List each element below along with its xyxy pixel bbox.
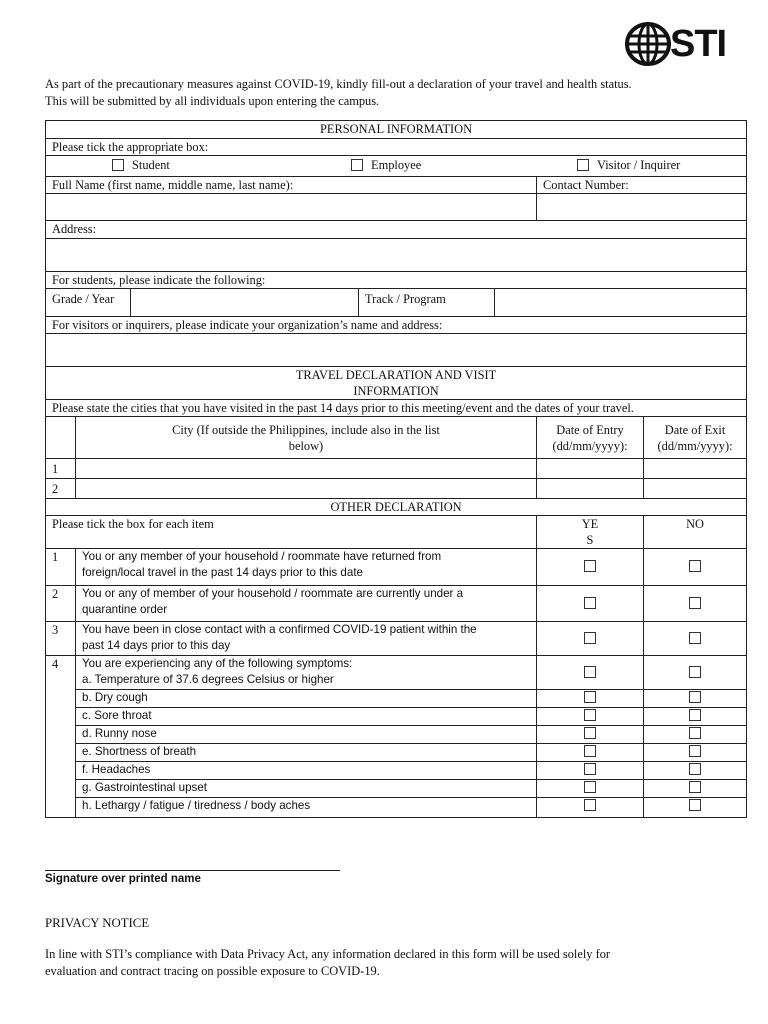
yes-checkbox[interactable] (537, 708, 644, 726)
other-declaration-heading: OTHER DECLARATION (46, 499, 747, 516)
privacy-line-2: evaluation and contract tracing on possible exposure to COVID-19. (45, 964, 380, 978)
yes-checkbox[interactable] (537, 726, 644, 744)
organization-field[interactable] (46, 334, 747, 367)
city-header-line-2: below) (288, 438, 324, 453)
grade-year-field[interactable] (131, 289, 359, 317)
declaration-form (45, 120, 747, 818)
role-options (46, 156, 747, 177)
checkbox-icon (584, 745, 596, 757)
declaration-number: 2 (46, 586, 76, 622)
logo-text: STI (670, 22, 727, 65)
no-checkbox[interactable] (644, 798, 747, 818)
visitor-checkbox[interactable] (577, 157, 680, 173)
checkbox-icon (689, 763, 701, 775)
yes-checkbox[interactable] (537, 622, 644, 656)
travel-row-number: 1 (46, 459, 76, 479)
checkbox-icon (584, 560, 596, 572)
travel-row (46, 459, 747, 479)
checkbox-icon (584, 597, 596, 609)
checkbox-icon (584, 691, 596, 703)
privacy-notice-text (45, 946, 735, 980)
declaration-line: You are experiencing any of the following symptoms: (82, 657, 353, 670)
checkbox-icon (689, 666, 701, 678)
symptom-row (46, 726, 747, 744)
grade-year-label: Grade / Year (46, 289, 131, 317)
checkbox-icon (689, 745, 701, 757)
yes-checkbox[interactable] (537, 744, 644, 762)
visitors-prompt: For visitors or inquirers, please indicate your organization’s name and address: (46, 317, 747, 334)
full-name-label: Full Name (first name, middle name, last name): (46, 177, 537, 194)
checkbox-icon (689, 691, 701, 703)
yes-header-line-1: YE (581, 517, 599, 531)
no-checkbox[interactable] (644, 726, 747, 744)
checkbox-icon (689, 560, 701, 572)
employee-checkbox[interactable] (351, 157, 421, 173)
student-checkbox[interactable] (112, 157, 170, 173)
travel-row-number: 2 (46, 479, 76, 499)
declaration-text (76, 622, 537, 656)
no-checkbox[interactable] (644, 622, 747, 656)
yes-checkbox[interactable] (537, 690, 644, 708)
symptom-text: f. Headaches (76, 762, 537, 780)
checkbox-icon (689, 597, 701, 609)
checkbox-icon (689, 727, 701, 739)
no-checkbox[interactable] (644, 744, 747, 762)
symptom-text: b. Dry cough (76, 690, 537, 708)
track-program-label: Track / Program (359, 289, 495, 317)
declaration-row (46, 622, 747, 656)
contact-number-label: Contact Number: (537, 177, 747, 194)
city-field[interactable] (76, 479, 537, 499)
entry-header-line-1: Date of Entry (556, 422, 624, 437)
no-checkbox[interactable] (644, 762, 747, 780)
declaration-line: You have been in close contact with a confirmed COVID-19 patient within the (82, 623, 477, 636)
checkbox-icon (351, 159, 363, 171)
address-label: Address: (46, 221, 747, 239)
travel-row (46, 479, 747, 499)
yes-checkbox[interactable] (537, 549, 644, 586)
yes-checkbox[interactable] (537, 586, 644, 622)
checkbox-icon (689, 632, 701, 644)
checkbox-icon (584, 709, 596, 721)
declaration-row (46, 586, 747, 622)
no-checkbox[interactable] (644, 656, 747, 690)
declaration-line: foreign/local travel in the past 14 days prior to this date (82, 566, 363, 579)
sti-logo (624, 18, 728, 70)
city-header (76, 417, 537, 459)
tick-each-prompt: Please tick the box for each item (46, 516, 537, 549)
travel-heading (46, 367, 747, 400)
checkbox-icon (584, 632, 596, 644)
full-name-field[interactable] (46, 194, 537, 221)
tick-prompt: Please tick the appropriate box: (46, 139, 747, 156)
declaration-text (76, 549, 537, 586)
symptom-text: d. Runny nose (76, 726, 537, 744)
signature-line[interactable] (45, 870, 340, 871)
entry-header-line-2: (dd/mm/yyyy): (552, 438, 628, 453)
privacy-line-1: In line with STI’s compliance with Data Privacy Act, any information declared in this form will be used solely for (45, 947, 611, 961)
declaration-line: You or any of member of your household / roommate are currently under a (82, 587, 464, 600)
yes-header-line-2: S (586, 533, 594, 547)
symptom-row (46, 744, 747, 762)
checkbox-icon (584, 763, 596, 775)
symptom-text: c. Sore throat (76, 708, 537, 726)
symptom-text: e. Shortness of breath (76, 744, 537, 762)
no-checkbox[interactable] (644, 690, 747, 708)
yes-checkbox[interactable] (537, 798, 644, 818)
track-program-field[interactable] (495, 289, 747, 317)
checkbox-icon (689, 781, 701, 793)
checkbox-icon (577, 159, 589, 171)
symptom-row (46, 762, 747, 780)
travel-heading-line-1: TRAVEL DECLARATION AND VISIT (295, 368, 497, 382)
no-checkbox[interactable] (644, 780, 747, 798)
travel-heading-line-2: INFORMATION (353, 384, 439, 398)
exit-header-line-2: (dd/mm/yyyy): (657, 438, 733, 453)
no-checkbox[interactable] (644, 708, 747, 726)
symptom-text: h. Lethargy / fatigue / tiredness / body aches (76, 798, 537, 818)
declaration-row (46, 656, 747, 690)
yes-checkbox[interactable] (537, 656, 644, 690)
symptom-row (46, 798, 747, 818)
students-prompt: For students, please indicate the following: (46, 272, 747, 289)
checkbox-icon (689, 799, 701, 811)
intro-line-2: This will be submitted by all individuals upon entering the campus. (45, 94, 380, 108)
yes-checkbox[interactable] (537, 780, 644, 798)
no-checkbox[interactable] (644, 549, 747, 586)
no-checkbox[interactable] (644, 586, 747, 622)
symptom-row (46, 690, 747, 708)
intro-line-1: As part of the precautionary measures against COVID-19, kindly fill-out a declaration of your travel and health status. (45, 77, 632, 91)
declaration-line: quarantine order (82, 603, 168, 616)
yes-header (537, 516, 644, 549)
declaration-text (76, 656, 537, 690)
student-label: Student (132, 158, 170, 172)
declaration-line: past 14 days prior to this day (82, 639, 231, 652)
symptom-row (46, 780, 747, 798)
declaration-line: You or any member of your household / roommate have returned from (82, 550, 442, 563)
date-of-exit-header (644, 417, 747, 459)
checkbox-icon (689, 709, 701, 721)
declaration-number: 3 (46, 622, 76, 656)
declaration-number: 1 (46, 549, 76, 586)
date-of-entry-header (537, 417, 644, 459)
checkbox-icon (584, 799, 596, 811)
checkbox-icon (584, 781, 596, 793)
checkbox-icon (584, 727, 596, 739)
symptom-text: g. Gastrointestinal upset (76, 780, 537, 798)
date-of-entry-field[interactable] (537, 479, 644, 499)
declaration-number: 4 (46, 656, 76, 818)
city-field[interactable] (76, 459, 537, 479)
travel-number-header (46, 417, 76, 459)
travel-prompt: Please state the cities that you have visited in the past 14 days prior to this meeting/event and the dates of your travel. (46, 400, 747, 417)
signature-label: Signature over printed name (45, 873, 201, 885)
declaration-line: a. Temperature of 37.6 degrees Celsius or higher (82, 673, 334, 686)
contact-number-field[interactable] (537, 194, 747, 221)
exit-header-line-1: Date of Exit (664, 422, 726, 437)
privacy-notice-title: PRIVACY NOTICE (45, 916, 150, 930)
no-header: NO (644, 516, 747, 549)
date-of-exit-field[interactable] (644, 479, 747, 499)
yes-checkbox[interactable] (537, 762, 644, 780)
checkbox-icon (584, 666, 596, 678)
city-header-line-1: City (If outside the Philippines, include also in the list (172, 422, 440, 437)
checkbox-icon (112, 159, 124, 171)
declaration-row (46, 549, 747, 586)
address-field[interactable] (46, 239, 747, 272)
symptom-row (46, 708, 747, 726)
globe-icon (624, 20, 676, 68)
employee-label: Employee (371, 158, 422, 172)
date-of-exit-field[interactable] (644, 459, 747, 479)
date-of-entry-field[interactable] (537, 459, 644, 479)
intro-text (45, 76, 735, 110)
personal-info-heading: PERSONAL INFORMATION (46, 121, 747, 139)
visitor-label: Visitor / Inquirer (597, 158, 681, 172)
declaration-text (76, 586, 537, 622)
